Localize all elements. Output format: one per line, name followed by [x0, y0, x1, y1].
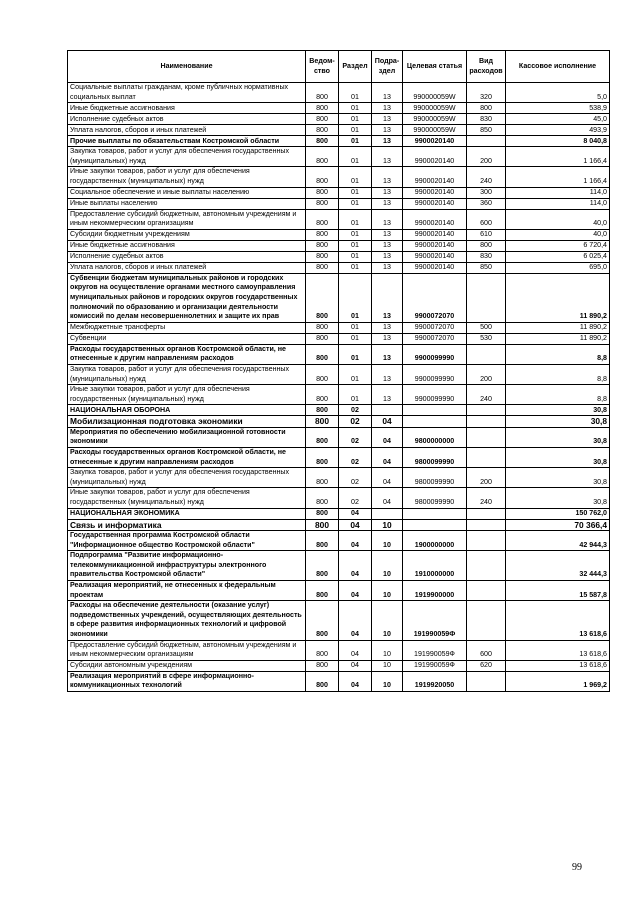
table-row [68, 508, 610, 519]
cell-razdel: 04 [339, 508, 372, 519]
cell-kassovoe-ispolnenie: 150 762,0 [506, 508, 610, 519]
cell-celevaya-statya: 990000059W [403, 103, 467, 114]
cell-vid-rashodov: 360 [467, 198, 506, 209]
table-row [68, 125, 610, 136]
cell-celevaya-statya: 9900020140 [403, 187, 467, 198]
cell-name: Межбюджетные трансферты [68, 322, 306, 333]
table-row [68, 209, 610, 229]
table-row [68, 83, 610, 103]
cell-podrazdel: 13 [372, 209, 403, 229]
cell-vid-rashodov: 850 [467, 262, 506, 273]
cell-vedomstvo: 800 [306, 198, 339, 209]
cell-kassovoe-ispolnenie: 40,0 [506, 229, 610, 240]
cell-vedomstvo: 800 [306, 229, 339, 240]
cell-celevaya-statya: 990000059W [403, 114, 467, 125]
cell-vid-rashodov [467, 427, 506, 447]
cell-celevaya-statya: 1910000000 [403, 551, 467, 581]
cell-kassovoe-ispolnenie: 538,9 [506, 103, 610, 114]
cell-podrazdel: 13 [372, 167, 403, 187]
cell-name: Иные бюджетные ассигнования [68, 103, 306, 114]
cell-name: Субсидии автономным учреждениям [68, 660, 306, 671]
table-row [68, 640, 610, 660]
cell-name: Иные закупки товаров, работ и услуг для обеспечения государственных (муниципальных) нужд [68, 167, 306, 187]
cell-celevaya-statya: 9900020140 [403, 209, 467, 229]
cell-celevaya-statya: 9800099990 [403, 468, 467, 488]
cell-vedomstvo: 800 [306, 468, 339, 488]
cell-podrazdel: 13 [372, 262, 403, 273]
cell-celevaya-statya: 9900020140 [403, 229, 467, 240]
cell-kassovoe-ispolnenie: 13 618,6 [506, 660, 610, 671]
cell-razdel: 02 [339, 447, 372, 467]
cell-vid-rashodov [467, 447, 506, 467]
cell-vid-rashodov [467, 508, 506, 519]
cell-name: Реализация мероприятий, не отнесенных к федеральным проектам [68, 581, 306, 601]
cell-celevaya-statya: 1919900000 [403, 581, 467, 601]
cell-kassovoe-ispolnenie: 30,8 [506, 488, 610, 508]
cell-vedomstvo: 800 [306, 322, 339, 333]
cell-vid-rashodov [467, 601, 506, 640]
cell-razdel: 01 [339, 385, 372, 405]
cell-podrazdel: 13 [372, 125, 403, 136]
cell-celevaya-statya: 9900099990 [403, 364, 467, 384]
cell-razdel: 04 [339, 601, 372, 640]
cell-name: Исполнение судебных актов [68, 251, 306, 262]
cell-vid-rashodov: 300 [467, 187, 506, 198]
table-row [68, 581, 610, 601]
cell-vid-rashodov: 530 [467, 333, 506, 344]
table-row [68, 416, 610, 428]
cell-podrazdel: 13 [372, 187, 403, 198]
cell-celevaya-statya: 9800099990 [403, 488, 467, 508]
cell-vid-rashodov [467, 671, 506, 691]
cell-kassovoe-ispolnenie: 6 720,4 [506, 240, 610, 251]
cell-name: НАЦИОНАЛЬНАЯ ЭКОНОМИКА [68, 508, 306, 519]
table-row [68, 167, 610, 187]
table-row [68, 551, 610, 581]
cell-podrazdel: 13 [372, 240, 403, 251]
cell-podrazdel: 13 [372, 83, 403, 103]
cell-razdel: 01 [339, 147, 372, 167]
table-row [68, 251, 610, 262]
cell-vedomstvo: 800 [306, 114, 339, 125]
cell-vedomstvo: 800 [306, 262, 339, 273]
cell-name: Исполнение судебных актов [68, 114, 306, 125]
cell-vedomstvo: 800 [306, 83, 339, 103]
cell-celevaya-statya: 9900099990 [403, 385, 467, 405]
cell-podrazdel: 04 [372, 468, 403, 488]
cell-kassovoe-ispolnenie: 8,8 [506, 364, 610, 384]
cell-name: Субвенции бюджетам муниципальных районов и городских округов на осуществление органами местного самоуправления муниципальных районов и городских округов государственных полномочий по образованию и организации деятельности комиссий по делам несовершеннолетних и защите их прав [68, 273, 306, 322]
cell-podrazdel: 04 [372, 416, 403, 428]
cell-name: Уплата налогов, сборов и иных платежей [68, 262, 306, 273]
cell-vid-rashodov: 200 [467, 147, 506, 167]
header-celevaya-statya: Целевая статья [403, 51, 467, 83]
cell-vedomstvo: 800 [306, 103, 339, 114]
cell-name: Иные бюджетные ассигнования [68, 240, 306, 251]
cell-podrazdel: 13 [372, 364, 403, 384]
cell-podrazdel: 13 [372, 114, 403, 125]
cell-name: Субсидии бюджетным учреждениям [68, 229, 306, 240]
cell-celevaya-statya: 9900072070 [403, 273, 467, 322]
cell-razdel: 01 [339, 229, 372, 240]
cell-vedomstvo: 800 [306, 273, 339, 322]
table-body [68, 83, 610, 692]
cell-celevaya-statya: 9900020140 [403, 251, 467, 262]
cell-vid-rashodov [467, 551, 506, 581]
cell-razdel: 01 [339, 262, 372, 273]
cell-name: Расходы на обеспечение деятельности (оказание услуг) подведомственных учреждений, осуществляющих деятельность в сфере развития информационных технологий и цифровой экономики [68, 601, 306, 640]
cell-name: Уплата налогов, сборов и иных платежей [68, 125, 306, 136]
cell-podrazdel: 10 [372, 581, 403, 601]
cell-razdel: 01 [339, 125, 372, 136]
table-row [68, 136, 610, 147]
cell-kassovoe-ispolnenie: 493,9 [506, 125, 610, 136]
cell-vedomstvo: 800 [306, 385, 339, 405]
cell-kassovoe-ispolnenie: 13 618,6 [506, 601, 610, 640]
cell-celevaya-statya: 9900099990 [403, 344, 467, 364]
table-row [68, 660, 610, 671]
cell-kassovoe-ispolnenie: 11 890,2 [506, 322, 610, 333]
cell-vid-rashodov: 240 [467, 385, 506, 405]
cell-celevaya-statya: 9900020140 [403, 198, 467, 209]
cell-podrazdel [372, 508, 403, 519]
cell-name: Иные закупки товаров, работ и услуг для обеспечения государственных (муниципальных) нужд [68, 488, 306, 508]
cell-razdel: 01 [339, 136, 372, 147]
cell-vid-rashodov [467, 405, 506, 416]
cell-podrazdel: 10 [372, 640, 403, 660]
table-row [68, 240, 610, 251]
cell-razdel: 01 [339, 103, 372, 114]
cell-razdel: 04 [339, 519, 372, 531]
cell-vedomstvo: 800 [306, 488, 339, 508]
table-row [68, 187, 610, 198]
table-row [68, 262, 610, 273]
cell-vedomstvo: 800 [306, 601, 339, 640]
cell-name: Социальные выплаты гражданам, кроме публичных нормативных социальных выплат [68, 83, 306, 103]
cell-razdel: 04 [339, 581, 372, 601]
cell-podrazdel: 13 [372, 251, 403, 262]
cell-vid-rashodov [467, 531, 506, 551]
table-row [68, 447, 610, 467]
cell-name: Предоставление субсидий бюджетным, автономным учреждениям и иным некоммерческим организациям [68, 209, 306, 229]
cell-podrazdel: 10 [372, 671, 403, 691]
cell-vid-rashodov [467, 344, 506, 364]
cell-name: Закупка товаров, работ и услуг для обеспечения государственных (муниципальных) нужд [68, 468, 306, 488]
cell-celevaya-statya: 9900020140 [403, 167, 467, 187]
cell-razdel: 04 [339, 531, 372, 551]
cell-podrazdel: 13 [372, 103, 403, 114]
cell-vedomstvo: 800 [306, 125, 339, 136]
header-podrazdel: Подра-здел [372, 51, 403, 83]
cell-vedomstvo: 800 [306, 136, 339, 147]
cell-celevaya-statya: 9900072070 [403, 333, 467, 344]
cell-vid-rashodov: 600 [467, 640, 506, 660]
header-razdel: Раздел [339, 51, 372, 83]
table-row [68, 273, 610, 322]
cell-vedomstvo: 800 [306, 364, 339, 384]
cell-vedomstvo: 800 [306, 167, 339, 187]
cell-name: Закупка товаров, работ и услуг для обеспечения государственных (муниципальных) нужд [68, 364, 306, 384]
cell-vid-rashodov [467, 519, 506, 531]
cell-name: Субвенции [68, 333, 306, 344]
cell-vid-rashodov [467, 273, 506, 322]
cell-razdel: 01 [339, 83, 372, 103]
cell-vid-rashodov [467, 581, 506, 601]
cell-podrazdel: 04 [372, 427, 403, 447]
page-number: 99 [572, 862, 582, 873]
cell-name: Мобилизационная подготовка экономики [68, 416, 306, 428]
table-row [68, 229, 610, 240]
cell-razdel: 04 [339, 671, 372, 691]
cell-name: НАЦИОНАЛЬНАЯ ОБОРОНА [68, 405, 306, 416]
cell-kassovoe-ispolnenie: 6 025,4 [506, 251, 610, 262]
cell-vedomstvo: 800 [306, 427, 339, 447]
cell-vedomstvo: 800 [306, 416, 339, 428]
cell-name: Иные выплаты населению [68, 198, 306, 209]
header-vedomstvo: Ведом-ство [306, 51, 339, 83]
table-row [68, 322, 610, 333]
table-row [68, 488, 610, 508]
cell-vedomstvo: 800 [306, 209, 339, 229]
cell-vid-rashodov: 600 [467, 209, 506, 229]
cell-podrazdel: 10 [372, 519, 403, 531]
cell-kassovoe-ispolnenie: 30,8 [506, 468, 610, 488]
table-row [68, 344, 610, 364]
cell-razdel: 02 [339, 427, 372, 447]
cell-kassovoe-ispolnenie: 30,8 [506, 447, 610, 467]
cell-kassovoe-ispolnenie: 70 366,4 [506, 519, 610, 531]
cell-name: Социальное обеспечение и иные выплаты населению [68, 187, 306, 198]
cell-name: Подпрограмма "Развитие информационно-телекоммуникационной инфраструктуры электронного правительства Костромской области" [68, 551, 306, 581]
cell-vid-rashodov: 320 [467, 83, 506, 103]
cell-celevaya-statya: 9900020140 [403, 240, 467, 251]
cell-vid-rashodov: 830 [467, 251, 506, 262]
cell-celevaya-statya: 9800099990 [403, 447, 467, 467]
cell-celevaya-statya: 191990059Ф [403, 640, 467, 660]
cell-kassovoe-ispolnenie: 8,8 [506, 385, 610, 405]
cell-vid-rashodov: 850 [467, 125, 506, 136]
cell-celevaya-statya: 9800000000 [403, 427, 467, 447]
cell-vid-rashodov: 200 [467, 468, 506, 488]
cell-name: Мероприятия по обеспечению мобилизационной готовности экономики [68, 427, 306, 447]
cell-razdel: 02 [339, 488, 372, 508]
cell-celevaya-statya: 990000059W [403, 125, 467, 136]
cell-razdel: 02 [339, 416, 372, 428]
cell-podrazdel: 04 [372, 447, 403, 467]
cell-name: Закупка товаров, работ и услуг для обеспечения государственных (муниципальных) нужд [68, 147, 306, 167]
cell-name: Прочие выплаты по обязательствам Костромской области [68, 136, 306, 147]
cell-vid-rashodov [467, 136, 506, 147]
cell-celevaya-statya: 990000059W [403, 83, 467, 103]
cell-kassovoe-ispolnenie: 1 166,4 [506, 147, 610, 167]
header-vid-rashodov: Вид расходов [467, 51, 506, 83]
cell-vedomstvo: 800 [306, 333, 339, 344]
cell-razdel: 01 [339, 240, 372, 251]
cell-razdel: 01 [339, 333, 372, 344]
table-row [68, 405, 610, 416]
cell-razdel: 01 [339, 273, 372, 322]
cell-vid-rashodov: 500 [467, 322, 506, 333]
cell-razdel: 01 [339, 198, 372, 209]
cell-celevaya-statya: 191990059Ф [403, 601, 467, 640]
table-row [68, 427, 610, 447]
cell-podrazdel: 10 [372, 660, 403, 671]
cell-name: Государственная программа Костромской области "Информационное общество Костромской области" [68, 531, 306, 551]
cell-vedomstvo: 800 [306, 551, 339, 581]
cell-vid-rashodov: 830 [467, 114, 506, 125]
cell-kassovoe-ispolnenie: 13 618,6 [506, 640, 610, 660]
cell-vedomstvo: 800 [306, 531, 339, 551]
cell-podrazdel: 13 [372, 344, 403, 364]
cell-podrazdel: 10 [372, 531, 403, 551]
cell-razdel: 01 [339, 251, 372, 262]
table-row [68, 198, 610, 209]
cell-razdel: 01 [339, 187, 372, 198]
table-row [68, 333, 610, 344]
cell-kassovoe-ispolnenie: 5,0 [506, 83, 610, 103]
cell-celevaya-statya: 1900000000 [403, 531, 467, 551]
cell-name: Иные закупки товаров, работ и услуг для обеспечения государственных (муниципальных) нужд [68, 385, 306, 405]
cell-podrazdel: 13 [372, 322, 403, 333]
cell-podrazdel: 13 [372, 136, 403, 147]
cell-vid-rashodov: 200 [467, 364, 506, 384]
cell-vedomstvo: 800 [306, 671, 339, 691]
table-row [68, 468, 610, 488]
cell-celevaya-statya: 1919920050 [403, 671, 467, 691]
cell-razdel: 02 [339, 468, 372, 488]
cell-celevaya-statya: 9900020140 [403, 147, 467, 167]
cell-celevaya-statya: 191990059Ф [403, 660, 467, 671]
cell-kassovoe-ispolnenie: 1 166,4 [506, 167, 610, 187]
cell-vid-rashodov: 620 [467, 660, 506, 671]
cell-kassovoe-ispolnenie: 32 444,3 [506, 551, 610, 581]
cell-vid-rashodov: 800 [467, 240, 506, 251]
cell-vedomstvo: 800 [306, 405, 339, 416]
cell-razdel: 04 [339, 640, 372, 660]
cell-razdel: 02 [339, 405, 372, 416]
cell-vedomstvo: 800 [306, 660, 339, 671]
cell-vid-rashodov: 800 [467, 103, 506, 114]
cell-razdel: 01 [339, 167, 372, 187]
cell-kassovoe-ispolnenie: 695,0 [506, 262, 610, 273]
table-row [68, 385, 610, 405]
cell-kassovoe-ispolnenie: 30,8 [506, 405, 610, 416]
cell-podrazdel: 10 [372, 601, 403, 640]
cell-kassovoe-ispolnenie: 42 944,3 [506, 531, 610, 551]
cell-kassovoe-ispolnenie: 15 587,8 [506, 581, 610, 601]
cell-vedomstvo: 800 [306, 187, 339, 198]
cell-vedomstvo: 800 [306, 508, 339, 519]
cell-vid-rashodov: 610 [467, 229, 506, 240]
cell-razdel: 01 [339, 114, 372, 125]
cell-name: Расходы государственных органов Костромской области, не отнесенные к другим направлениям расходов [68, 344, 306, 364]
cell-vid-rashodov: 240 [467, 167, 506, 187]
table-row [68, 531, 610, 551]
cell-kassovoe-ispolnenie: 45,0 [506, 114, 610, 125]
table-row [68, 601, 610, 640]
cell-podrazdel [372, 405, 403, 416]
cell-vedomstvo: 800 [306, 147, 339, 167]
cell-razdel: 01 [339, 209, 372, 229]
cell-podrazdel: 13 [372, 385, 403, 405]
cell-celevaya-statya: 9900072070 [403, 322, 467, 333]
budget-execution-table [67, 50, 610, 692]
cell-name: Предоставление субсидий бюджетным, автономным учреждениям и иным некоммерческим организациям [68, 640, 306, 660]
cell-kassovoe-ispolnenie: 8,8 [506, 344, 610, 364]
cell-kassovoe-ispolnenie: 11 890,2 [506, 273, 610, 322]
cell-vedomstvo: 800 [306, 240, 339, 251]
cell-celevaya-statya [403, 416, 467, 428]
cell-razdel: 01 [339, 344, 372, 364]
table-row [68, 671, 610, 691]
cell-name: Расходы государственных органов Костромской области, не отнесенные к другим направлениям расходов [68, 447, 306, 467]
table-row [68, 147, 610, 167]
cell-razdel: 04 [339, 551, 372, 581]
cell-celevaya-statya: 9900020140 [403, 136, 467, 147]
cell-celevaya-statya [403, 519, 467, 531]
cell-podrazdel: 10 [372, 551, 403, 581]
table-row [68, 114, 610, 125]
cell-kassovoe-ispolnenie: 40,0 [506, 209, 610, 229]
header-kassovoe-ispolnenie: Кассовое исполнение [506, 51, 610, 83]
cell-celevaya-statya [403, 405, 467, 416]
header-name: Наименование [68, 51, 306, 83]
cell-vedomstvo: 800 [306, 581, 339, 601]
cell-podrazdel: 13 [372, 333, 403, 344]
cell-name: Связь и информатика [68, 519, 306, 531]
cell-kassovoe-ispolnenie: 30,8 [506, 427, 610, 447]
cell-podrazdel: 13 [372, 229, 403, 240]
cell-podrazdel: 13 [372, 273, 403, 322]
table-row [68, 364, 610, 384]
cell-celevaya-statya [403, 508, 467, 519]
cell-vedomstvo: 800 [306, 344, 339, 364]
cell-podrazdel: 13 [372, 198, 403, 209]
cell-celevaya-statya: 9900020140 [403, 262, 467, 273]
cell-kassovoe-ispolnenie: 30,8 [506, 416, 610, 428]
cell-vedomstvo: 800 [306, 640, 339, 660]
cell-kassovoe-ispolnenie: 114,0 [506, 198, 610, 209]
cell-vid-rashodov: 240 [467, 488, 506, 508]
cell-vedomstvo: 800 [306, 251, 339, 262]
table-row [68, 519, 610, 531]
cell-name: Реализация мероприятий в сфере информационно-коммуникационных технологий [68, 671, 306, 691]
cell-razdel: 01 [339, 322, 372, 333]
cell-vedomstvo: 800 [306, 447, 339, 467]
cell-kassovoe-ispolnenie: 8 040,8 [506, 136, 610, 147]
table-row [68, 103, 610, 114]
cell-vedomstvo: 800 [306, 519, 339, 531]
cell-podrazdel: 04 [372, 488, 403, 508]
table-header-row [68, 51, 610, 83]
cell-vid-rashodov [467, 416, 506, 428]
cell-kassovoe-ispolnenie: 114,0 [506, 187, 610, 198]
cell-razdel: 01 [339, 364, 372, 384]
cell-razdel: 04 [339, 660, 372, 671]
cell-podrazdel: 13 [372, 147, 403, 167]
cell-kassovoe-ispolnenie: 11 890,2 [506, 333, 610, 344]
cell-kassovoe-ispolnenie: 1 969,2 [506, 671, 610, 691]
